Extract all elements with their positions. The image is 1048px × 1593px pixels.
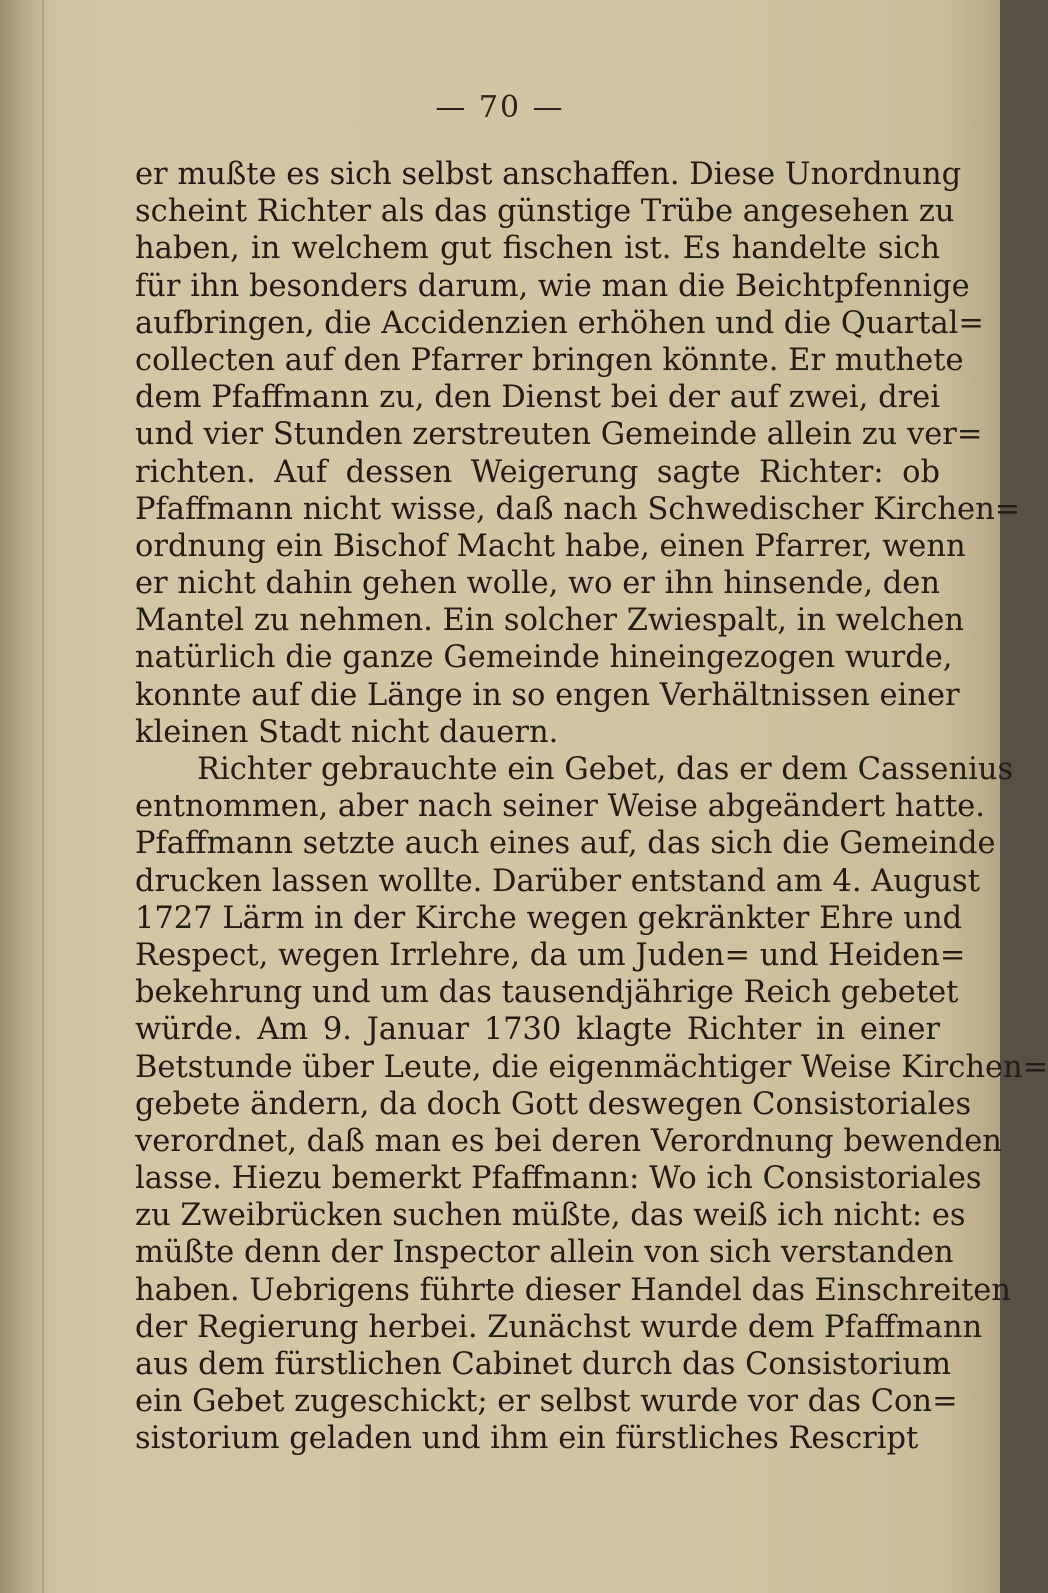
text-line: gebete ändern, da doch Gott deswegen Consistoriales [135,1086,972,1122]
text-line: 1727 Lärm in der Kirche wegen gekränkter Ehre und [135,900,963,936]
text-line: bekehrung und um das tausendjährige Reich gebetet [135,975,959,1011]
body-text [135,156,1048,1458]
text-line: richten. Auf dessen Weigerung sagte Richter: ob [135,454,940,490]
text-line: aus dem fürstlichen Cabinet durch das Consistorium [135,1347,951,1382]
text-line: Betstunde über Leute, die eigenmächtiger Weise Kirchen= [135,1049,1048,1085]
text-line: haben, in welchem gut fischen ist. Es handelte sich [135,231,940,267]
text-line: verordnet, daß man es bei deren Verordnung bewenden [135,1123,1002,1159]
text-line: ordnung ein Bischof Macht habe, einen Pfarrer, wenn [135,528,966,564]
text-line: zu Zweibrücken suchen müßte, das weiß ich nicht: es [135,1198,966,1234]
text-line: dem Pfaffmann zu, den Dienst bei der auf zwei, drei [135,380,940,416]
text-line: würde. Am 9. Januar 1730 klagte Richter in einer [135,1012,940,1048]
text-line: für ihn besonders darum, wie man die Beichtpfennige [135,268,970,304]
text-line: aufbringen, die Accidenzien erhöhen und die Quartal= [135,305,984,341]
page-number: — 70 — [435,90,565,125]
text-line: ein Gebet zugeschickt; er selbst wurde vor das Con= [135,1384,958,1420]
text-line: kleinen Stadt nicht dauern. [135,714,559,750]
text-line: collecten auf den Pfarrer bringen könnte. Er muthete [135,342,964,378]
text-line: haben. Uebrigens führte dieser Handel das Einschreiten [135,1272,1011,1308]
page-gutter-shadow [0,0,48,1593]
text-line: sistorium geladen und ihm ein fürstliches Rescript [135,1421,919,1457]
text-line: scheint Richter als das günstige Trübe angesehen zu [135,194,955,230]
text-line: Pfaffmann nicht wisse, daß nach Schwedischer Kirchen= [135,491,1021,527]
text-line: und vier Stunden zerstreuten Gemeinde allein zu ver= [135,417,983,453]
text-line: drucken lassen wollte. Darüber entstand am 4. August [135,863,980,899]
text-line: konnte auf die Länge in so engen Verhältnissen einer [135,677,960,713]
page-edge-line [42,0,44,1593]
text-line: müßte denn der Inspector allein von sich verstanden [135,1235,954,1271]
text-line: natürlich die ganze Gemeinde hineingezogen wurde, [135,640,953,676]
text-line: er nicht dahin gehen wolle, wo er ihn hinsende, den [135,566,940,602]
text-line: lasse. Hiezu bemerkt Pfaffmann: Wo ich Consistoriales [135,1161,982,1197]
text-line: Pfaffmann setzte auch eines auf, das sich die Gemeinde [135,826,996,862]
text-line: Mantel zu nehmen. Ein solcher Zwiespalt, in welchen [135,603,965,639]
text-line: Respect, wegen Irrlehre, da um Juden= und Heiden= [135,937,966,973]
text-line: entnommen, aber nach seiner Weise abgeändert hatte. [135,789,985,825]
text-line: der Regierung herbei. Zunächst wurde dem Pfaffmann [135,1309,983,1345]
text-line: Richter gebrauchte ein Gebet, das er dem Cassenius [197,752,1014,787]
text-line: er mußte es sich selbst anschaffen. Diese Unordnung [135,157,962,192]
